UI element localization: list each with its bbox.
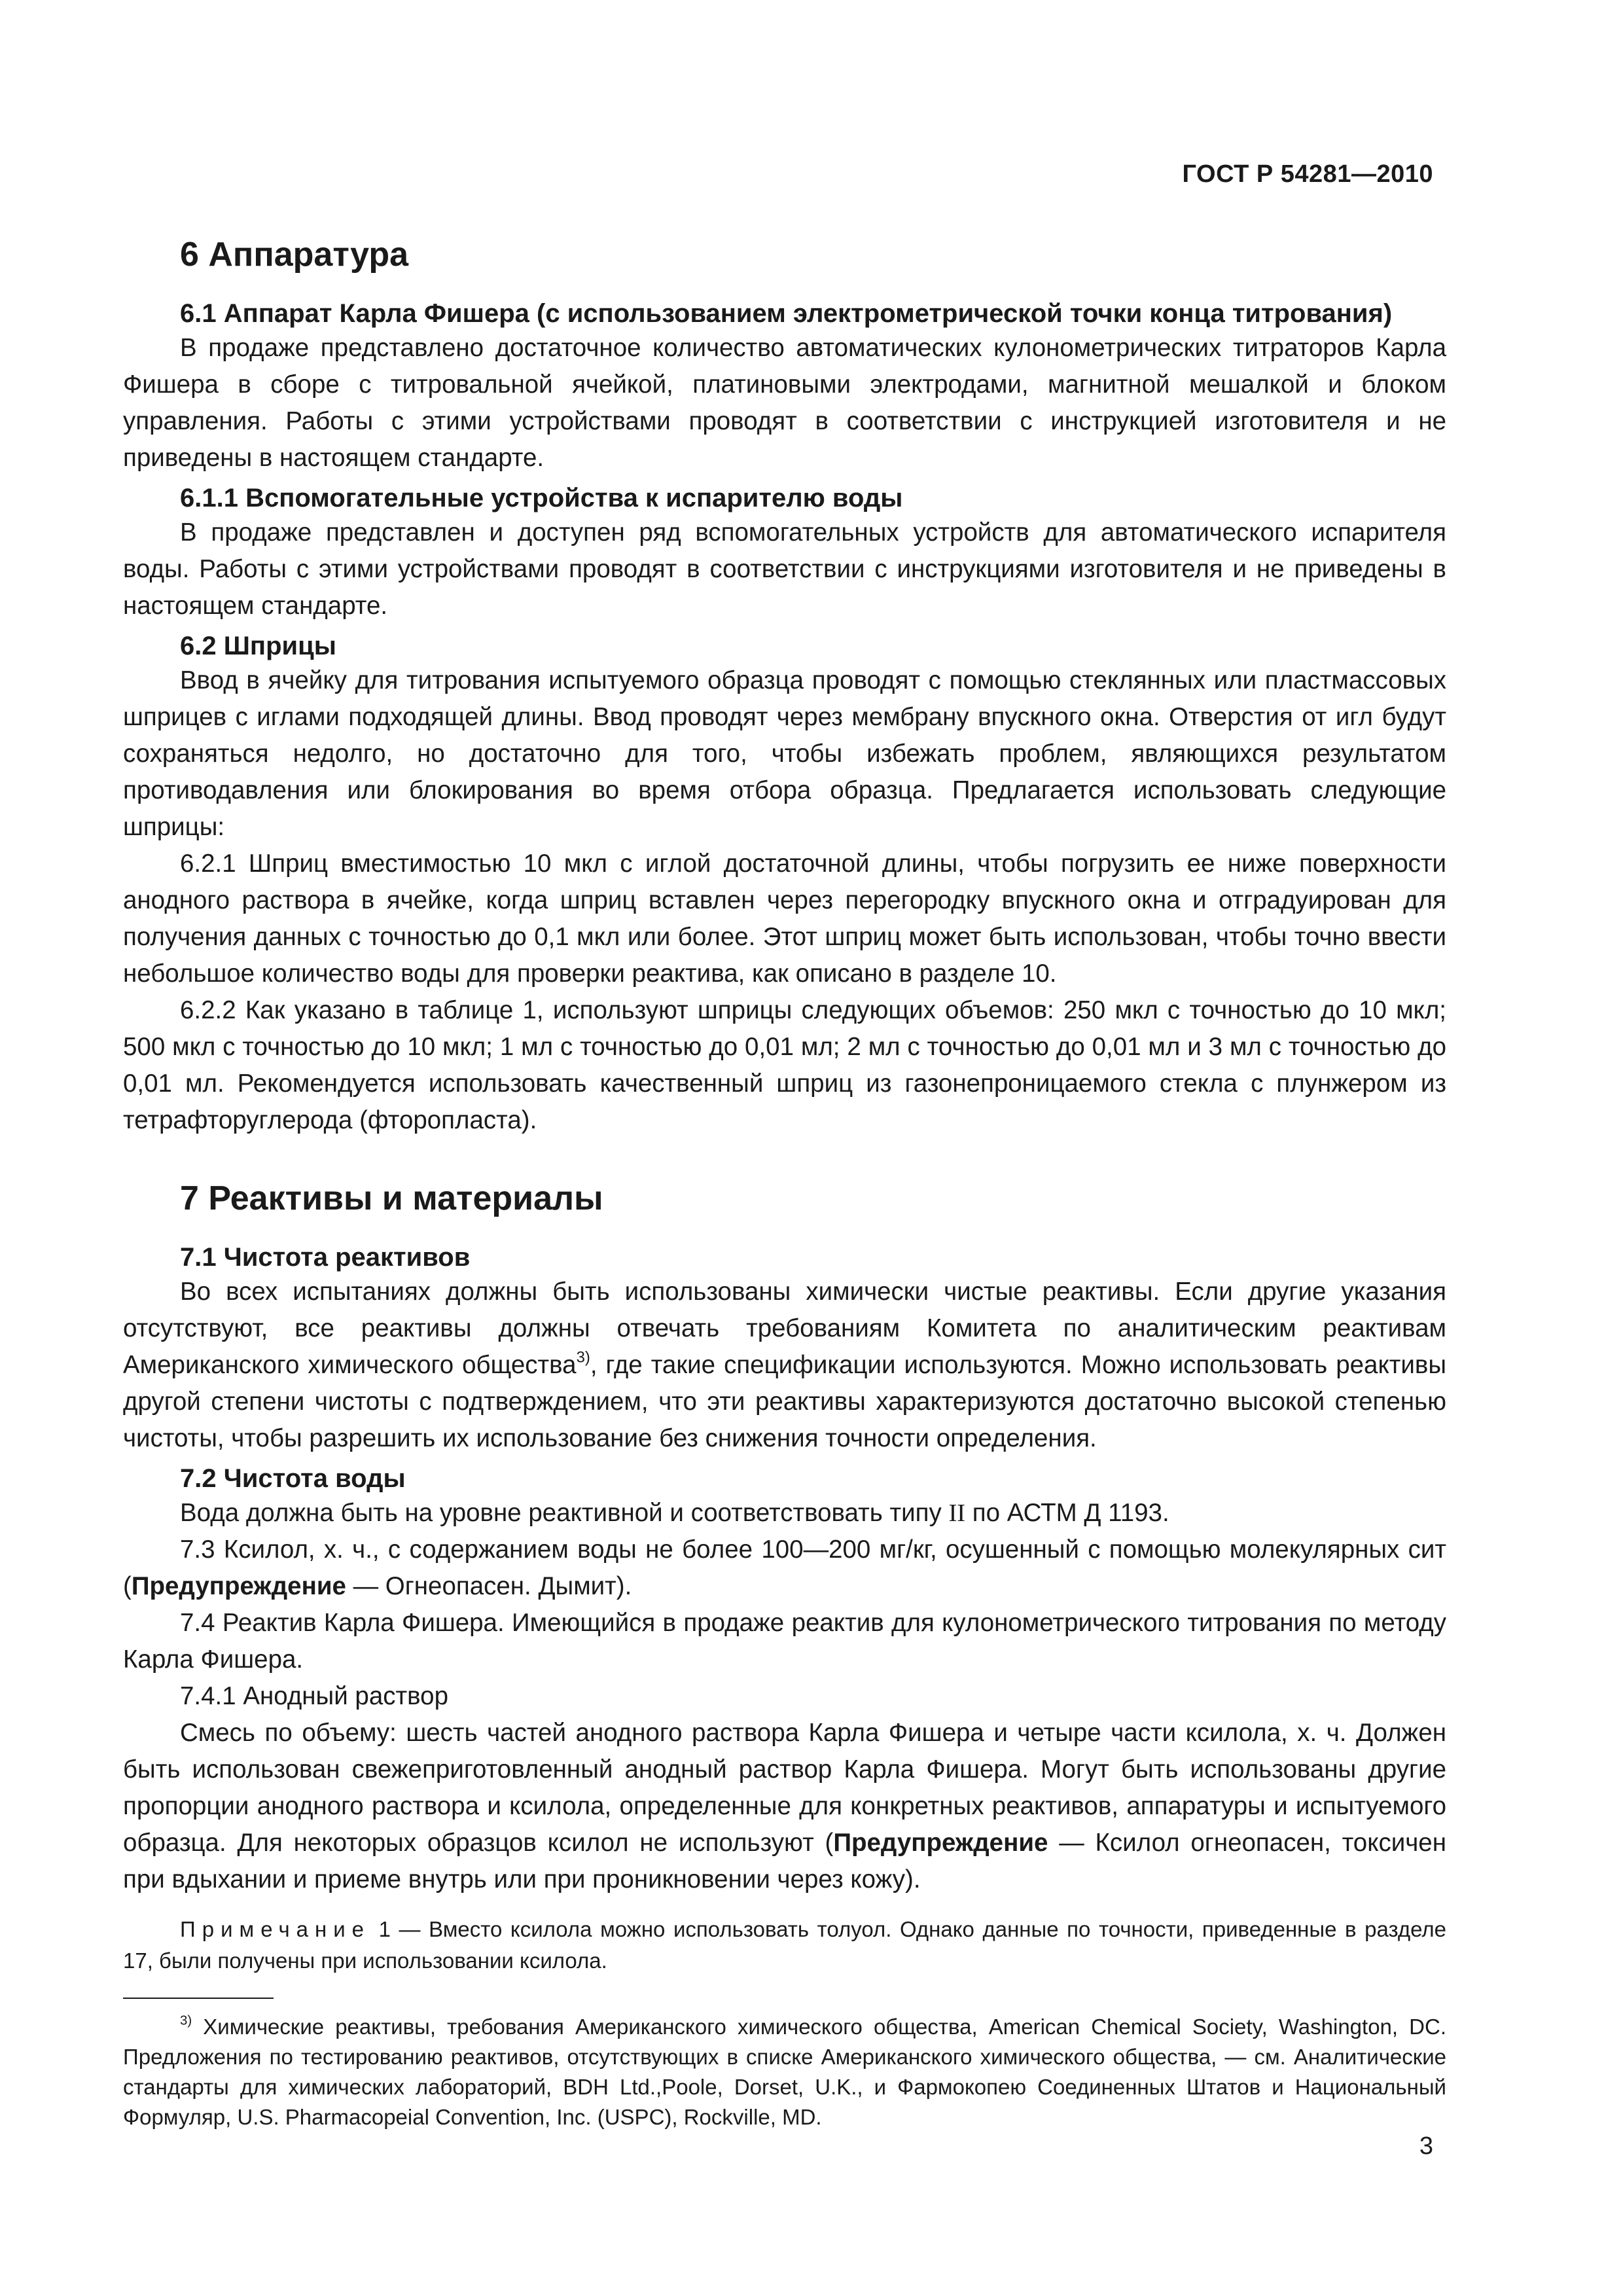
section-7-4-1-warning: Предупреждение <box>833 1828 1048 1857</box>
section-7-2-text <box>123 1495 1446 1532</box>
section-7-2-heading: 7.2 Чистота воды <box>180 1463 406 1493</box>
section-6-1-1-heading: 6.1.1 Вспомогательные устройства к испарителю воды <box>180 483 903 512</box>
section-7-4-text: 7.4 Реактив Карла Фишера. Имеющийся в продаже реактив для кулонометрического титрования по методу Карла Фишера. <box>123 1608 1446 1674</box>
section-6-2-2-text: 6.2.2 Как указано в таблице 1, используют шприцы следующих объемов: 250 мкл с точностью до 10 мкл; 500 мкл с точностью до 10 мкл; 1 мл с точностью до 0,01 мл; 2 мл с точностью до 0,01 мл и 3 мл с точностью до 0,01 мл. Рекомендуется использовать качественный шприц из газонепроницаемого стекла с плунжером из тетрафторуглерода (фторопласта). <box>123 996 1446 1134</box>
footnote-divider <box>123 1998 274 1999</box>
section-7-1-text-b: , где такие спецификации используются. Можно использовать реактивы другой степени чистоты с подтверждением, что эти реактивы характеризуются достаточно высокой степенью чистоты, чтобы разрешить их использование без снижения точности определения. <box>123 1350 1447 1452</box>
section-7-1-heading: 7.1 Чистота реактивов <box>180 1242 471 1272</box>
note-label: Примечание <box>180 1916 371 1941</box>
section-7-1-text-a: Во всех испытаниях должны быть использованы химически чистые реактивы. Если другие указания отсутствуют, все реактивы должны отвечать требованиям Комитета по аналитическим реактивам Американского химического общества <box>123 1277 1446 1379</box>
note <box>123 1914 1446 1977</box>
page-number: 3 <box>1419 2132 1433 2160</box>
section-6-2-1-text: 6.2.1 Шприц вместимостью 10 мкл с иглой достаточной длины, чтобы погрузить ее ниже поверхности анодного раствора в ячейке, когда шприц вставлен через перегородку впускного окна и отградуирован для получения данных с точностью до 0,1 мкл или более. Этот шприц может быть использован, чтобы точно ввести небольшое количество воды для проверки реактива, как описано в разделе 10. <box>123 849 1446 988</box>
standard-designation: ГОСТ Р 54281—2010 <box>1182 160 1433 188</box>
page-content <box>123 223 1446 2132</box>
section-6-2-text: Ввод в ячейку для титрования испытуемого образца проводят с помощью стеклянных или пластмассовых шприцев с иглами подходящей длины. Ввод проводят через мембрану впускного окна. Отверстия от игл будут сохраняться недолго, но достаточно для того, чтобы избежать проблем, являющихся результатом противодавления или блокирования во время отбора образца. Предлагается использовать следующие шприцы: <box>123 666 1446 841</box>
footnote <box>123 2012 1446 2132</box>
footnote-reference: 3) <box>576 1348 590 1366</box>
section-7-4-1-text: 7.4.1 Анодный раствор <box>180 1681 448 1710</box>
footnote-mark: 3) <box>180 2013 192 2028</box>
section-7-4-1-body-a: Смесь по объему: шесть частей анодного раствора Карла Фишера и четыре части ксилола, х. ч. Должен быть использован свежеприготовленный анодный раствор Карла Фишера. Могут быть использованы другие пропорции анодного раствора и ксилола, определенные для конкретных реактивов, аппаратуры и испытуемого образца. Для некоторых образцов ксилол не используют ( <box>123 1718 1446 1857</box>
footnote-text: Химические реактивы, требования Американского химического общества, American Chemical Society, Washington, DC. Предложения по тестированию реактивов, отсутствующих в списке Американского химического общества, — см. Аналитические стандарты для химических лабораторий, BDH Ltd.,Poole, Dorset, U.K., и Фармокопею Соединенных Штатов и Национальный Формуляр, U.S. Pharmacopeial Convention, Inc. (USPC), Rockville, MD. <box>123 2014 1446 2129</box>
section-6-2-heading: 6.2 Шприцы <box>180 631 336 660</box>
section-7-3-text-a: 7.3 Ксилол, х. ч., с содержанием воды не более 100—200 мг/кг, осушенный с помощью молекулярных сит ( <box>123 1535 1446 1600</box>
section-6-1-1-text: В продаже представлен и доступен ряд вспомогательных устройств для автоматического испарителя воды. Работы с этими устройствами проводят в соответствии с инструкциями изготовителя и не приведены в настоящем стандарте. <box>123 518 1446 620</box>
note-text: 1 — Вместо ксилола можно использовать толуол. Однако данные по точности, приведенные в разделе 17, были получены при использовании ксилола. <box>123 1916 1446 1973</box>
section-7-1-text <box>123 1274 1446 1457</box>
section-6-1-heading: 6.1 Аппарат Карла Фишера (с использованием электрометрической точки конца титрования) <box>180 298 1393 328</box>
section-7-3-text-b: — Огнеопасен. Дымит). <box>346 1571 632 1600</box>
section-7-4-1-body-b: — Ксилол огнеопасен, токсичен при вдыхании и приеме внутрь или при проникновении через кожу). <box>123 1828 1446 1893</box>
section-7-2-text-b: по АСТМ Д 1193. <box>965 1498 1169 1527</box>
water-type: II <box>948 1499 966 1527</box>
section-7-3-text <box>123 1532 1446 1605</box>
section-6-heading: 6 Аппаратура <box>180 236 409 274</box>
section-7-heading: 7 Реактивы и материалы <box>180 1179 603 1217</box>
section-7-2-text-a: Вода должна быть на уровне реактивной и соответствовать типу <box>180 1498 949 1527</box>
section-7-3-warning: Предупреждение <box>131 1571 346 1600</box>
section-6-1-text: В продаже представлено достаточное количество автоматических кулонометрических титраторов Карла Фишера в сборе с титровальной ячейкой, платиновыми электродами, магнитной мешалкой и блоком управления. Работы с этими устройствами проводят в соответствии с инструкцией изготовителя и не приведены в настоящем стандарте. <box>123 333 1446 472</box>
section-7-4-1-body <box>123 1715 1446 1898</box>
